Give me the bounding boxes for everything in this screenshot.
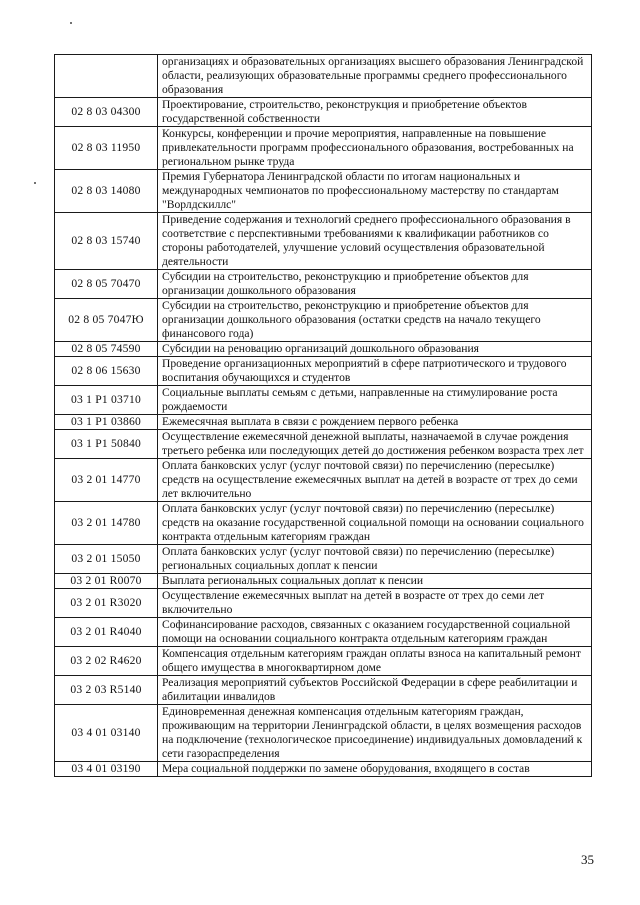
row-code: 03 2 01 R0070 [55,574,158,589]
table-row [55,430,592,459]
row-description: Приведение содержания и технологий среднего профессионального образования в соответствие с перспективными требованиями к квалификации работников со стороны работодателей, улучшение условий осуществления образовательной деятельности [158,213,592,270]
table-row [55,415,592,430]
row-code [55,55,158,98]
table-row [55,574,592,589]
row-description: Софинансирование расходов, связанных с оказанием государственной социальной помощи на основании социального контракта отдельным категориям граждан [158,618,592,647]
budget-codes-table [54,54,592,777]
row-description: организациях и образовательных организациях высшего образования Ленинградской области, реализующих образовательные программы среднего профессионального образования [158,55,592,98]
table-body [55,55,592,777]
table-row [55,342,592,357]
row-code: 03 4 01 03140 [55,705,158,762]
row-code: 03 4 01 03190 [55,762,158,777]
row-description: Проектирование, строительство, реконструкция и приобретение объектов государственной собственности [158,98,592,127]
row-description: Выплата региональных социальных доплат к пенсии [158,574,592,589]
row-description: Осуществление ежемесячных выплат на детей в возрасте от трех до семи лет включительно [158,589,592,618]
table-row [55,213,592,270]
row-code: 03 2 01 14780 [55,502,158,545]
row-description: Социальные выплаты семьям с детьми, направленные на стимулирование роста рождаемости [158,386,592,415]
row-code: 03 1 P1 03710 [55,386,158,415]
row-description: Оплата банковских услуг (услуг почтовой связи) по перечислению (пересылке) средств на осуществление ежемесячных выплат на детей в возрасте от трех до семи лет включительно [158,459,592,502]
row-code: 02 8 05 70470 [55,270,158,299]
row-code: 02 8 06 15630 [55,357,158,386]
row-code: 03 2 01 14770 [55,459,158,502]
table-row [55,545,592,574]
row-description: Компенсация отдельным категориям граждан оплаты взноса на капитальный ремонт общего имущества в многоквартирном доме [158,647,592,676]
table-row [55,357,592,386]
row-description: Субсидии на строительство, реконструкцию и приобретение объектов для организации дошкольного образования [158,270,592,299]
scan-speck-top [70,22,72,24]
row-description: Премия Губернатора Ленинградской области по итогам национальных и международных чемпионатов по профессиональному мастерству по стандартам "Ворлдскиллс" [158,170,592,213]
page-number: 35 [581,852,594,867]
table-row [55,589,592,618]
row-code: 02 8 05 74590 [55,342,158,357]
table-row [55,762,592,777]
row-code: 03 2 03 R5140 [55,676,158,705]
row-code: 02 8 03 14080 [55,170,158,213]
table-row [55,170,592,213]
table-row [55,270,592,299]
table-row [55,459,592,502]
row-description: Единовременная денежная компенсация отдельным категориям граждан, проживающим на территории Ленинградской области, в целях возмещения расходов на подключение (технологическое присоединение) индивидуальных домовладений к сети газораспределения [158,705,592,762]
table-row [55,386,592,415]
table-row [55,705,592,762]
table-row [55,502,592,545]
row-code: 03 2 02 R4620 [55,647,158,676]
row-code: 03 2 01 15050 [55,545,158,574]
row-description: Оплата банковских услуг (услуг почтовой связи) по перечислению (пересылке) средств на оказание государственной социальной помощи на основании социального контракта отдельным категориям граждан [158,502,592,545]
table-row [55,676,592,705]
row-description: Проведение организационных мероприятий в сфере патриотического и трудового воспитания обучающихся и студентов [158,357,592,386]
row-code: 02 8 05 7047Ю [55,299,158,342]
table-row [55,299,592,342]
row-description: Мера социальной поддержки по замене оборудования, входящего в состав [158,762,592,777]
table-row [55,98,592,127]
row-description: Ежемесячная выплата в связи с рождением первого ребенка [158,415,592,430]
row-code: 03 1 P1 50840 [55,430,158,459]
row-description: Конкурсы, конференции и прочие мероприятия, направленные на повышение привлекательности программ профессионального образования, востребованных на региональном рынке труда [158,127,592,170]
row-code: 03 1 P1 03860 [55,415,158,430]
row-code: 02 8 03 11950 [55,127,158,170]
table-row [55,647,592,676]
row-code: 02 8 03 15740 [55,213,158,270]
row-description: Реализация мероприятий субъектов Российской Федерации в сфере реабилитации и абилитации инвалидов [158,676,592,705]
scan-speck-left [34,182,36,184]
row-description: Оплата банковских услуг (услуг почтовой связи) по перечислению (пересылке) региональных социальных доплат к пенсии [158,545,592,574]
row-description: Осуществление ежемесячной денежной выплаты, назначаемой в случае рождения третьего ребенка или последующих детей до достижения ребенком возраста трех лет [158,430,592,459]
row-code: 02 8 03 04300 [55,98,158,127]
row-description: Субсидии на строительство, реконструкцию и приобретение объектов для организации дошкольного образования (остатки средств на начало текущего финансового года) [158,299,592,342]
row-code: 03 2 01 R4040 [55,618,158,647]
row-description: Субсидии на реновацию организаций дошкольного образования [158,342,592,357]
table-row [55,55,592,98]
row-code: 03 2 01 R3020 [55,589,158,618]
table-row [55,618,592,647]
table-row [55,127,592,170]
